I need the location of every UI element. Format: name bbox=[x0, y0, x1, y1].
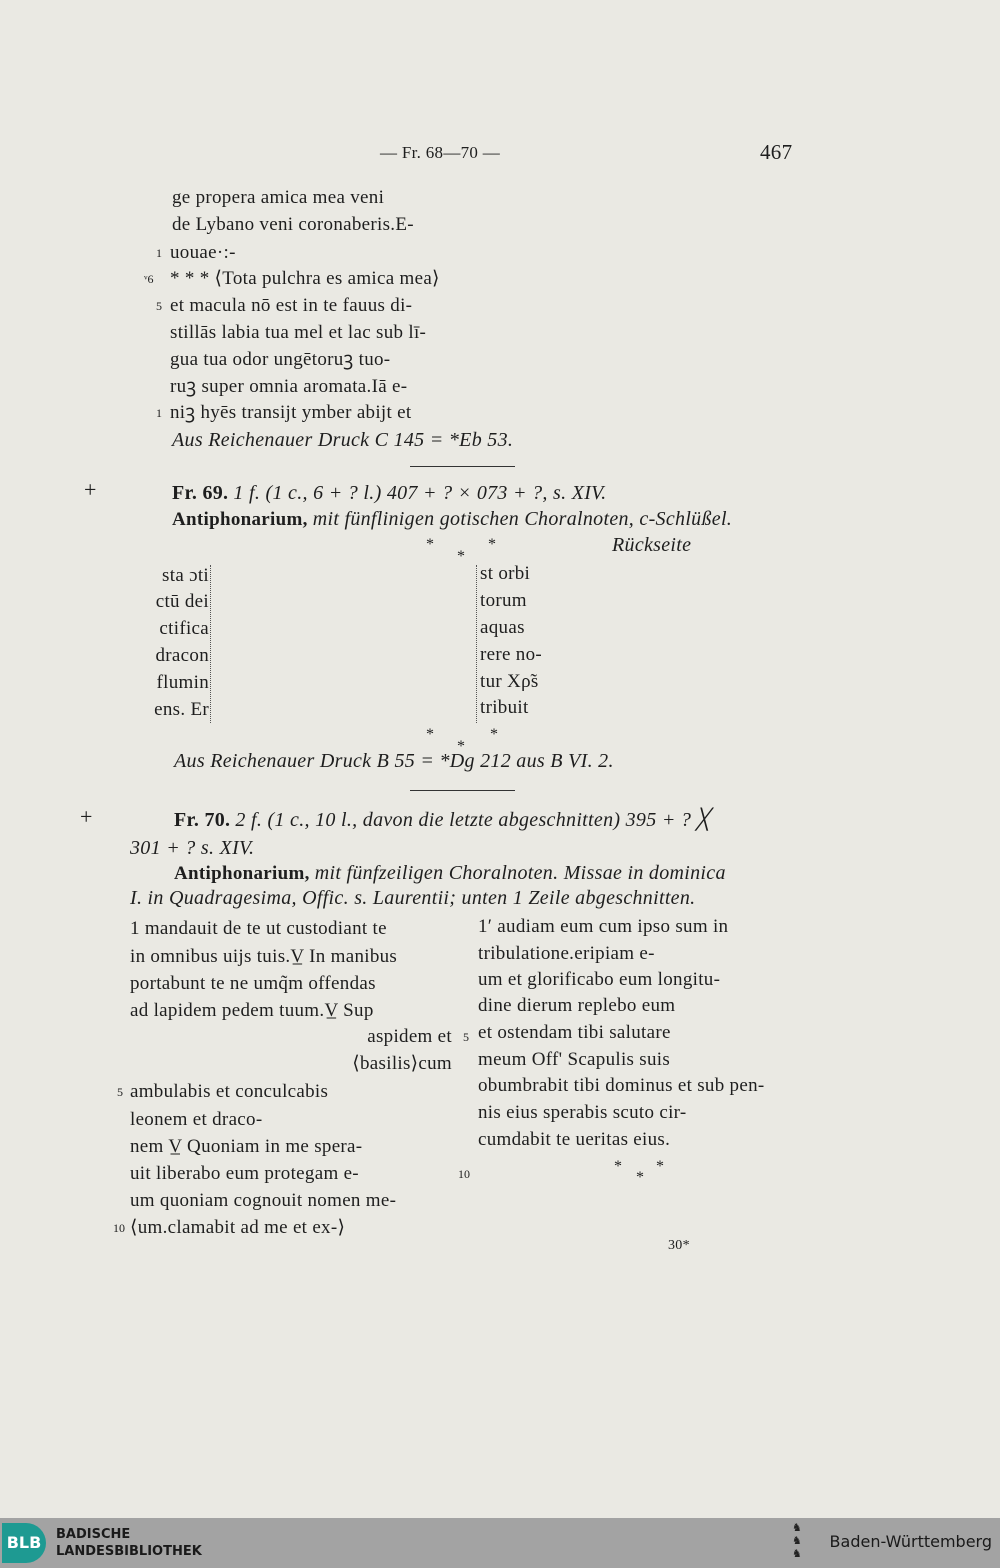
type-label: Antiphonarium, bbox=[174, 863, 310, 884]
fragment-text-right: torum bbox=[480, 590, 527, 611]
asterisk: * bbox=[488, 536, 496, 553]
fragment-text-left: ctifica bbox=[159, 618, 209, 639]
text-line: uit liberabo eum protegam e- bbox=[130, 1163, 359, 1184]
text-line: ruꝫ super omnia aromata.Iā e- bbox=[170, 376, 408, 397]
library-name bbox=[56, 1526, 202, 1560]
text-line: cumdabit te ueritas eius. bbox=[478, 1129, 671, 1150]
asterisk: * bbox=[614, 1158, 622, 1175]
asterisk: * bbox=[656, 1158, 664, 1175]
text-line: 1 mandauit de te ut custodiant te bbox=[130, 918, 387, 939]
fragment-text-right: st orbi bbox=[480, 563, 531, 584]
fragment-text-left: dracon bbox=[155, 645, 209, 666]
margin-mark: + bbox=[84, 477, 97, 502]
blb-logo: BLB bbox=[2, 1523, 46, 1563]
text-line: obumbrabit tibi dominus et sub pen- bbox=[478, 1075, 765, 1096]
text-line: meum Off' Scapulis suis bbox=[478, 1049, 671, 1070]
fragment-title: Fr. 70. bbox=[174, 809, 231, 831]
line-number: 1 bbox=[156, 406, 162, 420]
text-line: leonem et draco- bbox=[130, 1109, 263, 1130]
text-line: tribulatione.eripiam e- bbox=[478, 943, 655, 964]
text-line: 1′ audiam eum cum ipso sum in bbox=[478, 916, 729, 937]
text-line: ad lapidem pedem tuum.V̲ Sup bbox=[130, 1000, 374, 1021]
text-line: nem V̲ Quoniam in me spera- bbox=[130, 1136, 363, 1157]
text-line: ⟨basilis⟩cum bbox=[352, 1053, 452, 1074]
line-number: 1 bbox=[156, 246, 162, 260]
running-title: — Fr. 68—70 — bbox=[380, 143, 501, 162]
text-line: ⟨um.clamabit ad me et ex-⟩ bbox=[130, 1217, 346, 1238]
type-description: mit fünflinigen gotischen Choralnoten, c-Schlüßel. bbox=[312, 508, 733, 530]
source-note: Aus Reichenauer Druck B 55 = *Dg 212 aus B VI. 2. bbox=[174, 750, 614, 772]
fragment-heading bbox=[174, 808, 709, 833]
text-line: de Lybano veni coronaberis.E- bbox=[172, 214, 414, 235]
type-line bbox=[174, 861, 726, 886]
fragment-text-left: ctū dei bbox=[155, 591, 209, 612]
type-label: Antiphonarium, bbox=[172, 509, 308, 530]
text-line: stillās labia tua mel et lac sub lī- bbox=[170, 322, 427, 343]
text-line: dine dierum replebo eum bbox=[478, 995, 676, 1016]
text-line: portabunt te ne umq̃m offendas bbox=[130, 973, 376, 994]
fragment-text-left: ens. Er bbox=[154, 699, 209, 720]
signature-mark: 30* bbox=[668, 1238, 690, 1253]
fragment-description: 301 + ? s. XIV. bbox=[130, 837, 255, 859]
line-number: ᵛ6 bbox=[144, 272, 154, 286]
line-number: 10 bbox=[113, 1221, 125, 1235]
text-line: um et glorificabo eum longitu- bbox=[478, 969, 721, 990]
library-name-line1: BADISCHE bbox=[56, 1527, 131, 1542]
fragment-text-right: rere no- bbox=[480, 644, 542, 665]
text-line: * * * ⟨Tota pulchra es amica mea⟩ bbox=[170, 268, 440, 289]
fragment-text-left: sta ɔti bbox=[162, 565, 209, 586]
cut-edge-left bbox=[210, 565, 214, 723]
line-number: 5 bbox=[117, 1085, 123, 1099]
text-line: ge propera amica mea veni bbox=[172, 187, 385, 208]
margin-mark: + bbox=[80, 804, 93, 829]
line-number: 10 bbox=[458, 1167, 470, 1181]
text-line: niꝫ hyēs transijt ymber abijt et bbox=[170, 402, 412, 423]
text-line: gua tua odor ungētoruꝫ tuo- bbox=[170, 349, 391, 370]
verso-label: Rückseite bbox=[612, 534, 692, 556]
fragment-text-right: tur Xρ̃s bbox=[480, 671, 539, 692]
state-name: Baden-Württemberg bbox=[829, 1532, 992, 1551]
asterisk: * bbox=[457, 548, 465, 565]
fragment-description: 1 f. (1 c., 6 + ? l.) 407 + ? × 073 + ?, s. XIV. bbox=[233, 482, 607, 504]
divider bbox=[410, 466, 515, 467]
type-line bbox=[172, 507, 732, 532]
footer-bar bbox=[0, 1518, 1000, 1568]
text-line: uouae·:- bbox=[170, 242, 236, 263]
text-line: in omnibus uijs tuis.V̲ In manibus bbox=[130, 946, 398, 967]
lion-coat-of-arms-icon: ♞ ♞ ♞ bbox=[792, 1522, 802, 1560]
asterisk: * bbox=[426, 726, 434, 743]
fragment-description: 2 f. (1 c., 10 l., davon die letzte abgeschnitten) 395 + ? ╳ bbox=[235, 809, 709, 831]
source-note: Aus Reichenauer Druck C 145 = *Eb 53. bbox=[172, 429, 514, 451]
divider bbox=[410, 790, 515, 791]
text-line: nis eius sperabis scuto cir- bbox=[478, 1102, 687, 1123]
fragment-text-right: aquas bbox=[480, 617, 525, 638]
asterisk: * bbox=[490, 726, 498, 743]
fragment-text-left: flumin bbox=[156, 672, 209, 693]
fragment-text-right: tribuit bbox=[480, 697, 529, 718]
text-line: ambulabis et conculcabis bbox=[130, 1081, 329, 1102]
text-line: et macula nō est in te fauus di- bbox=[170, 295, 413, 316]
fragment-title: Fr. 69. bbox=[172, 482, 229, 504]
type-description: mit fünfzeiligen Choralnoten. Missae in dominica bbox=[314, 862, 726, 884]
asterisk: * bbox=[426, 536, 434, 553]
line-number: 5 bbox=[156, 299, 162, 313]
line-number: 5 bbox=[463, 1030, 469, 1044]
fragment-heading bbox=[172, 481, 606, 506]
asterisk: * bbox=[457, 738, 465, 755]
text-line: um quoniam cognouit nomen me- bbox=[130, 1190, 397, 1211]
page-number: 467 bbox=[760, 140, 793, 164]
library-name-line2: LANDESBIBLIOTHEK bbox=[56, 1544, 202, 1559]
text-line: et ostendam tibi salutare bbox=[478, 1022, 671, 1043]
type-description: I. in Quadragesima, Offic. s. Laurentii; unten 1 Zeile abgeschnitten. bbox=[130, 887, 696, 909]
text-line: aspidem et bbox=[367, 1026, 452, 1047]
asterisk: * bbox=[636, 1169, 644, 1186]
